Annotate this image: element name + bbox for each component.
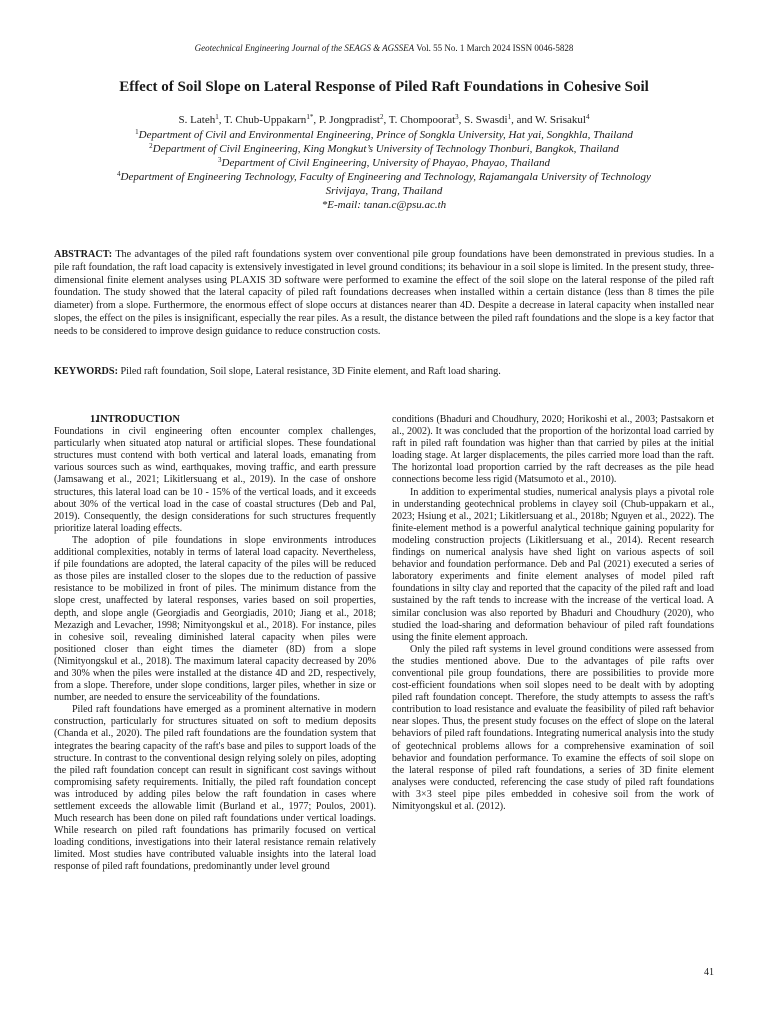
keywords-label: KEYWORDS: — [54, 366, 118, 377]
author: T. Chub-Uppakarn$^{1*}$ — [224, 113, 314, 126]
paragraph: The adoption of pile foundations in slope environments introduces additional complexities, notably in terms of lateral load capacity. Nevertheless, if pile foundations are adopted, the lateral capacity of the piles will be reduced as those piles are installed closer to the slopes due to the reduction of passive resistance to be mobilized in front of piles. The minimum distance from the slope crest, unaffected by lateral responses, varies based on soil properties, depth, and slope angle (Georgiadis and Georgiadis, 2010; Jiang et al., 2018; Mezazigh and Levacher, 1998; Nimityongskul et al., 2018). For instance, piles in cohesive soil, revealing diminished lateral capacity when piles were positioned closer than eight times the diameter (8D) from a slope (Nimityongskul et al., 2018). The maximum lateral capacity decreased by 20% and 30% when the piles were installed at the distance 4D and 2D, respectively, from a slope. Therefore, under slope conditions, larger piles, whether in size or number, are needed to ensure the serviceability of the foundations. — [54, 534, 376, 704]
right-column — [392, 414, 714, 813]
author: P. Jongpradist$^2$ — [318, 113, 384, 126]
author: T. Chompoorat$^3$ — [388, 113, 459, 126]
paragraph: conditions (Bhaduri and Choudhury, 2020; Horikoshi et al., 2003; Pastsakorn et al., 2002). It was concluded that the proportion of the horizontal load carried by raft in piled raft foundation was higher than that carried by piles at the initial loading stage. At larger displacements, the piles carried more load than the raft. The horizontal load proportion carried by the raft decreases as the pile head connections become less rigid (Matsumoto et al., 2010). — [392, 414, 714, 486]
affiliation: $^4$Department of Engineering Technology, Faculty of Engineering and Technology, Rajamangala University of Technology — [117, 170, 651, 183]
page-number: 41 — [704, 967, 714, 978]
affiliation: Srivijaya, Trang, Thailand — [325, 185, 443, 197]
affiliation: $^1$Department of Civil and Environmental Engineering, Prince of Songkla University, Hat yai, Songkhla, Thailand — [135, 128, 633, 141]
author-list: S. Lateh$^1$, T. Chub-Uppakarn$^{1*}$, P. Jongpradist$^2$, T. Chompoorat$^3$, S. Swasdi$^1$, and W. Srisakul$^4$ — [178, 113, 590, 126]
keywords — [54, 366, 714, 379]
author: S. Swasdi$^1$ — [464, 113, 512, 126]
author: and W. Srisakul$^4$ — [516, 113, 590, 126]
paragraph: Foundations in civil engineering often encounter complex challenges, particularly when situated atop natural or artificial slopes. These foundational structures must contend with both vertical and lateral loads, emanating from various sources such as wind, earthquakes, moving traffic, and earth pressure (Jamsawang et al., 2021; Likitlersuang et al., 2019). In the case of onshore structures, this lateral load can be 10 - 15% of the vertical loads, and it exceeds about 30% of the vertical load in the case of coastal structures (Deb and Pal, 2019). Consequently, the design considerations for such structures frequently prioritize lateral loading effects. — [54, 426, 376, 534]
abstract-label: ABSTRACT: — [54, 249, 113, 260]
abstract — [54, 249, 714, 339]
paper-title: Effect of Soil Slope on Lateral Response of Piled Raft Foundations in Cohesive Soil — [119, 79, 649, 95]
keywords-text: Piled raft foundation, Soil slope, Lateral resistance, 3D Finite element, and Raft load sharing. — [120, 366, 501, 377]
journal-issue: Vol. 55 No. 1 March 2024 ISSN 0046-5828 — [416, 43, 574, 53]
paragraph: Piled raft foundations have emerged as a prominent alternative in modern construction, particularly for structures situated on soft to medium deposits (Chanda et al., 2020). The piled raft foundations are the foundation system that integrates the bearing capacity of the raft's base and piles to support loads of the structure. In contrast to the conventional design relying solely on piles, adopting the piled raft foundation concept can result in significant cost savings without compromising safety requirements. Initially, the piled raft foundation concept was introduced by adding piles below the raft foundation in cases where settlement exceeds the allowable limit (Burland et al., 1977; Poulos, 2001). Much research has been done on piled raft foundations under vertical loadings. While research on piled raft foundations has primarily focused on vertical loading conditions, investigations into their lateral resistance remain relatively limited. Most studies have contributed valuable insights into the lateral load response of piled raft foundations, predominantly under level ground — [54, 704, 376, 873]
affiliation: $^3$Department of Civil Engineering, University of Phayao, Phayao, Thailand — [218, 156, 550, 169]
affiliation: $^2$Department of Civil Engineering, King Mongkut’s University of Technology Thonburi, Bangkok, Thailand — [149, 142, 619, 155]
corresponding-email: *E-mail: tanan.c@psu.ac.th — [321, 199, 447, 211]
journal-header — [0, 43, 768, 53]
left-column — [54, 414, 376, 874]
section-heading: 1.INTRODUCTION — [90, 414, 181, 425]
abstract-text: The advantages of the piled raft foundations system over conventional pile group foundations have been demonstrated in previous studies. In a pile raft foundation, the raft load capacity is extensively investigated in level ground conditions; its behaviour in a soil slope is limited. In the present study, three-dimensional finite element analyses using PLAXIS 3D software were performed to examine the effect of the soil slope on the lateral response of the piled raft foundation. The study showed that the lateral capacity of piled raft foundations decreases when installed within a certain distance (less than 8 times the pile diameter) from a slope. Furthermore, the enormous effect of slope occurs at distances nearer than 4D. Despite a decrease in lateral capacity when installed near slopes, the effect on the piles is insignificant, especially the rear piles. As a result, the distance between the piled raft foundations and the slope is a key factor that needs to be considered to improve design guidance to reduce construction costs. — [54, 249, 714, 337]
author: S. Lateh$^1$ — [178, 113, 219, 126]
affiliation-list — [40, 128, 728, 212]
journal-name: Geotechnical Engineering Journal of the SEAGS & AGSSEA — [194, 43, 415, 53]
paragraph: Only the piled raft systems in level ground conditions were assessed from the studies mentioned above. Due to the advantages of pile rafts over conventional pile group foundations, there are possibilities to provide more cost-efficient foundations when soil slopes need to be dealt with by adopting piled raft foundation concept. Therefore, the study attempts to assess the raft's contribution to load resistance and evaluate the feasibility of piled raft behavior near slopes. Thus, the present study focuses on the effect of slope on the lateral behaviors of piled raft foundations. Integrating numerical analysis into the study of geotechnical problems allows for a comprehensive examination of soil behavior and foundation performance. To examine the effects of soil slope on the lateral response of piled raft foundations, a series of 3D finite element analyses were conducted, referencing the case study of piled raft foundations with 3×3 steel pipe piles embedded in cohesive soil from the work of Nimityongskul et al. (2012). — [392, 643, 714, 812]
paragraph: In addition to experimental studies, numerical analysis plays a pivotal role in understanding geotechnical problems in clayey soil (Chub-uppakarn et al., 2023; Hsiung et al., 2021; Likitlersuang et al., 2018b; Nguyen et al., 2022). The finite-element method is a powerful analytical technique gaining popularity for modeling construction projects (Likitlersuang et al., 2014). Recent research findings on numerical analysis have shed light on various aspects of soil behavior and foundation performance. Deb and Pal (2021) executed a series of laboratory experiments and finite element analyses of model piled raft foundations in silty clay and reported that the capacity of the piled raft and load sustained by the raft tends to increase with the increase of the vertical load. A similar conclusion was also reported by Bhaduri and Choudhury (2020), who studied the load-sharing and deformation behaviour of piled raft foundations using the finite element approach. — [392, 486, 714, 643]
